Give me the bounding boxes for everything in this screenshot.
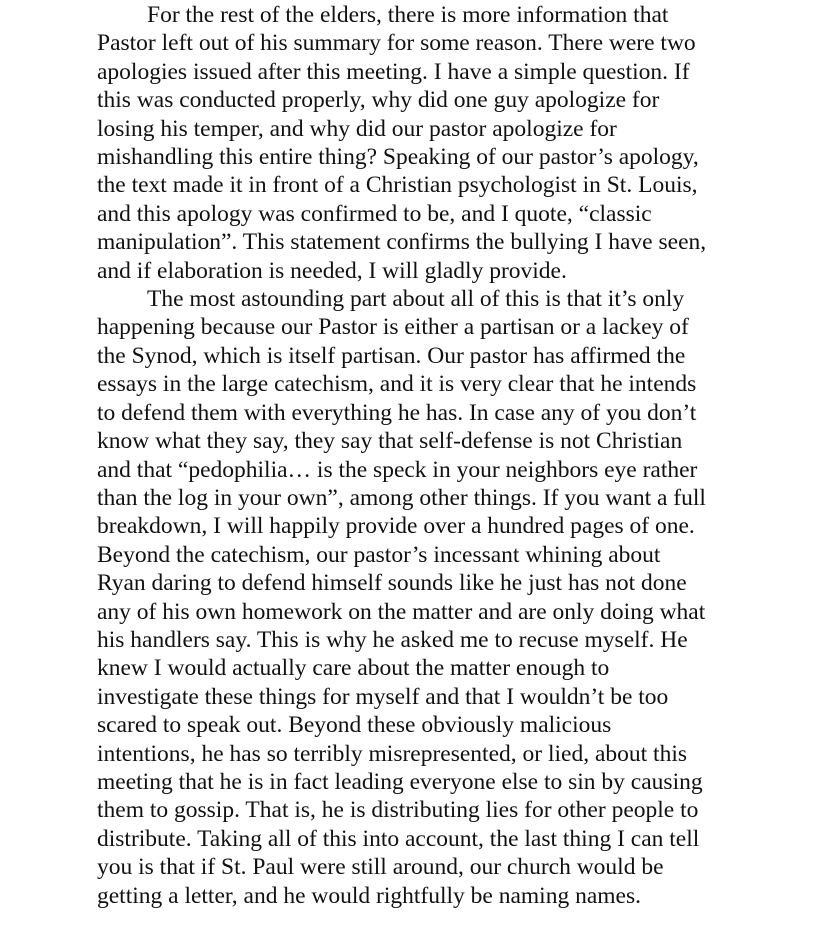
text-line: you is that if St. Paul were still around, our church would be (97, 854, 664, 881)
text-line: to defend them with everything he has. In case any of you don’t (97, 399, 697, 426)
text-line: meeting that he is in fact leading everyone else to sin by causing (97, 768, 703, 795)
text-line: any of his own homework on the matter and are only doing what (97, 598, 706, 625)
text-line: apologies issued after this meeting. I have a simple question. If (97, 58, 690, 85)
text-line: The most astounding part about all of this is that it’s only (147, 286, 685, 313)
text-line: Pastor left out of his summary for some reason. There were two (97, 30, 696, 57)
text-line: scared to speak out. Beyond these obviously malicious (97, 712, 612, 739)
text-line: getting a letter, and he would rightfully be naming names. (97, 882, 641, 909)
text-line: intentions, he has so terribly misrepresented, or lied, about this (97, 740, 687, 767)
text-line: essays in the large catechism, and it is very clear that he intends (97, 371, 697, 398)
text-line: than the log in your own”, among other things. If you want a full (97, 484, 706, 511)
text-line: and this apology was confirmed to be, and I quote, “classic (97, 200, 652, 227)
text-line: Beyond the catechism, our pastor’s incessant whining about (97, 541, 661, 568)
text-line: Ryan daring to defend himself sounds like he just has not done (97, 570, 687, 597)
text-line: this was conducted properly, why did one guy apologize for (97, 87, 660, 114)
paragraph-2 (97, 285, 737, 910)
text-line: the Synod, which is itself partisan. Our pastor has affirmed the (97, 342, 686, 369)
text-line: his handlers say. This is why he asked me to recuse myself. He (97, 626, 688, 653)
text-line: and if elaboration is needed, I will gladly provide. (97, 257, 567, 284)
text-line: distribute. Taking all of this into account, the last thing I can tell (97, 825, 700, 852)
text-line: happening because our Pastor is either a partisan or a lackey of (97, 314, 689, 341)
text-line: breakdown, I will happily provide over a hundred pages of one. (97, 513, 695, 540)
document-body (97, 1, 737, 910)
text-line: know what they say, they say that self-defense is not Christian (97, 428, 683, 455)
text-line: knew I would actually care about the matter enough to (97, 655, 610, 682)
paragraph-1 (97, 1, 737, 285)
text-line: investigate these things for myself and that I wouldn’t be too (97, 683, 669, 710)
text-line: the text made it in front of a Christian psychologist in St. Louis, (97, 172, 698, 199)
text-line: them to gossip. That is, he is distributing lies for other people to (97, 797, 699, 824)
text-line: mishandling this entire thing? Speaking of our pastor’s apology, (97, 144, 699, 171)
text-line: losing his temper, and why did our pastor apologize for (97, 115, 617, 142)
text-line: and that “pedophilia… is the speck in your neighbors eye rather (97, 456, 698, 483)
text-line: For the rest of the elders, there is more information that (147, 2, 669, 28)
text-line: manipulation”. This statement confirms the bullying I have seen, (97, 229, 707, 256)
